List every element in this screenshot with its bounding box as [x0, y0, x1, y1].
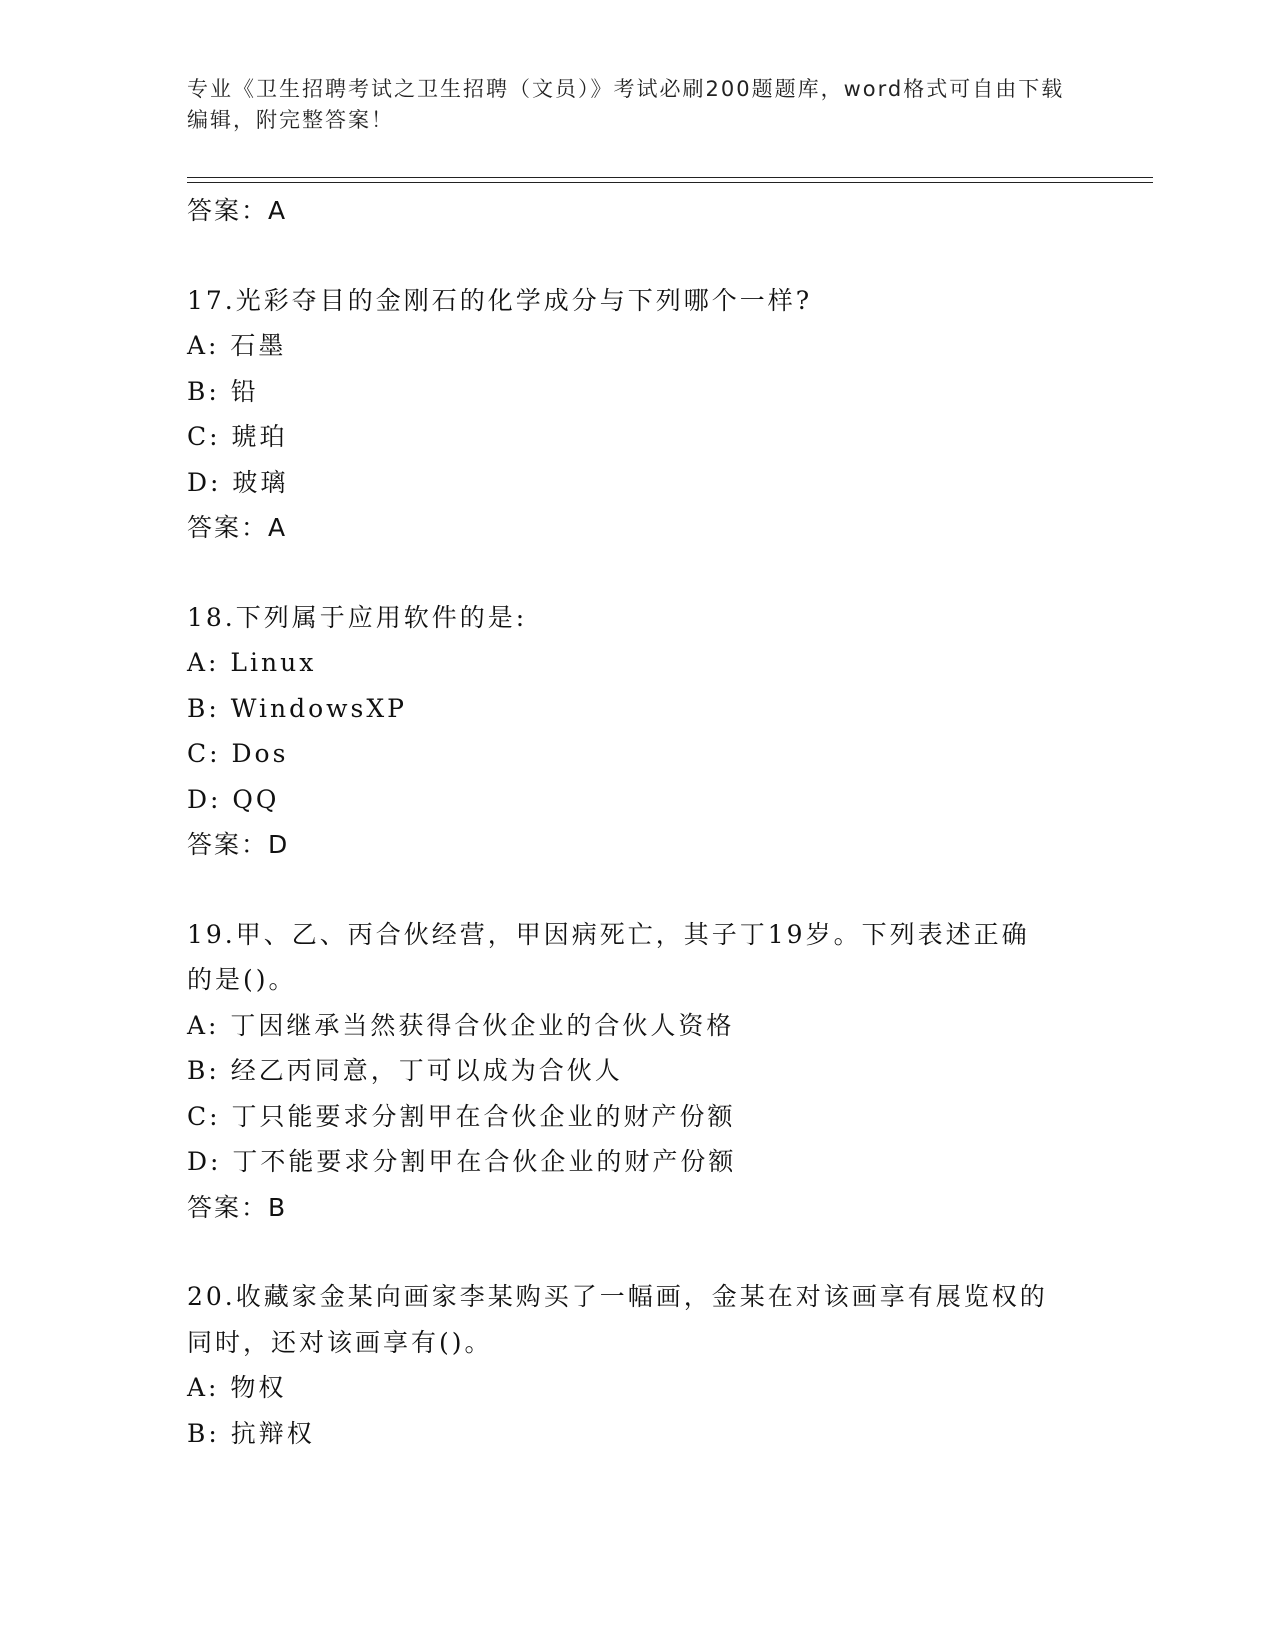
option-b: B: 铅: [187, 376, 259, 406]
question-stem-continued: 的是()。: [187, 965, 297, 994]
question-stem: 19.甲、乙、丙合伙经营，甲因病死亡，其子丁19岁。下列表述正确: [187, 919, 1030, 949]
question-20: [187, 1274, 1087, 1456]
spacer: [187, 551, 1087, 595]
question-list: [187, 188, 1087, 1456]
option-b: B: 经乙丙同意，丁可以成为合伙人: [187, 1056, 623, 1085]
question-18: [187, 595, 1087, 868]
spacer: [187, 868, 1087, 912]
header-rule-bottom: [187, 182, 1153, 183]
answer-line: 答案：D: [187, 830, 290, 859]
option-a: A: Linux: [187, 648, 317, 677]
question-stem: 20.收藏家金某向画家李某购买了一幅画，金某在对该画享有展览权的: [187, 1282, 1048, 1311]
answer-line: 答案：A: [187, 196, 288, 225]
question-stem: 18.下列属于应用软件的是:: [187, 602, 528, 632]
page-header: 专业《卫生招聘考试之卫生招聘（文员）》考试必刷200题题库，word格式可自由下载编辑，附完整答案！: [187, 77, 1065, 132]
answer-line: 答案：B: [187, 1192, 288, 1222]
option-c: C: 琥珀: [187, 422, 288, 451]
question-stem: 17.光彩夺目的金刚石的化学成分与下列哪个一样?: [187, 285, 813, 315]
question-stem-continued: 同时，还对该画享有()。: [187, 1327, 493, 1357]
option-a: A: 石墨: [187, 331, 287, 360]
option-d: D: 玻璃: [187, 467, 289, 497]
question-17: [187, 278, 1087, 551]
header-rule-top: [187, 177, 1153, 178]
option-a: A: 物权: [187, 1373, 287, 1402]
option-a: A: 丁因继承当然获得合伙企业的合伙人资格: [187, 1010, 735, 1040]
spacer: [187, 1230, 1087, 1274]
option-d: D: QQ: [187, 784, 280, 814]
question-19: [187, 912, 1087, 1231]
option-b: B: 抗辩权: [187, 1418, 315, 1448]
option-c: C: 丁只能要求分割甲在合伙企业的财产份额: [187, 1101, 736, 1131]
option-c: C: Dos: [187, 739, 289, 768]
option-d: D: 丁不能要求分割甲在合伙企业的财产份额: [187, 1147, 737, 1176]
spacer: [187, 234, 1087, 278]
answer-line: 答案：A: [187, 513, 288, 542]
option-b: B: WindowsXP: [187, 693, 407, 723]
